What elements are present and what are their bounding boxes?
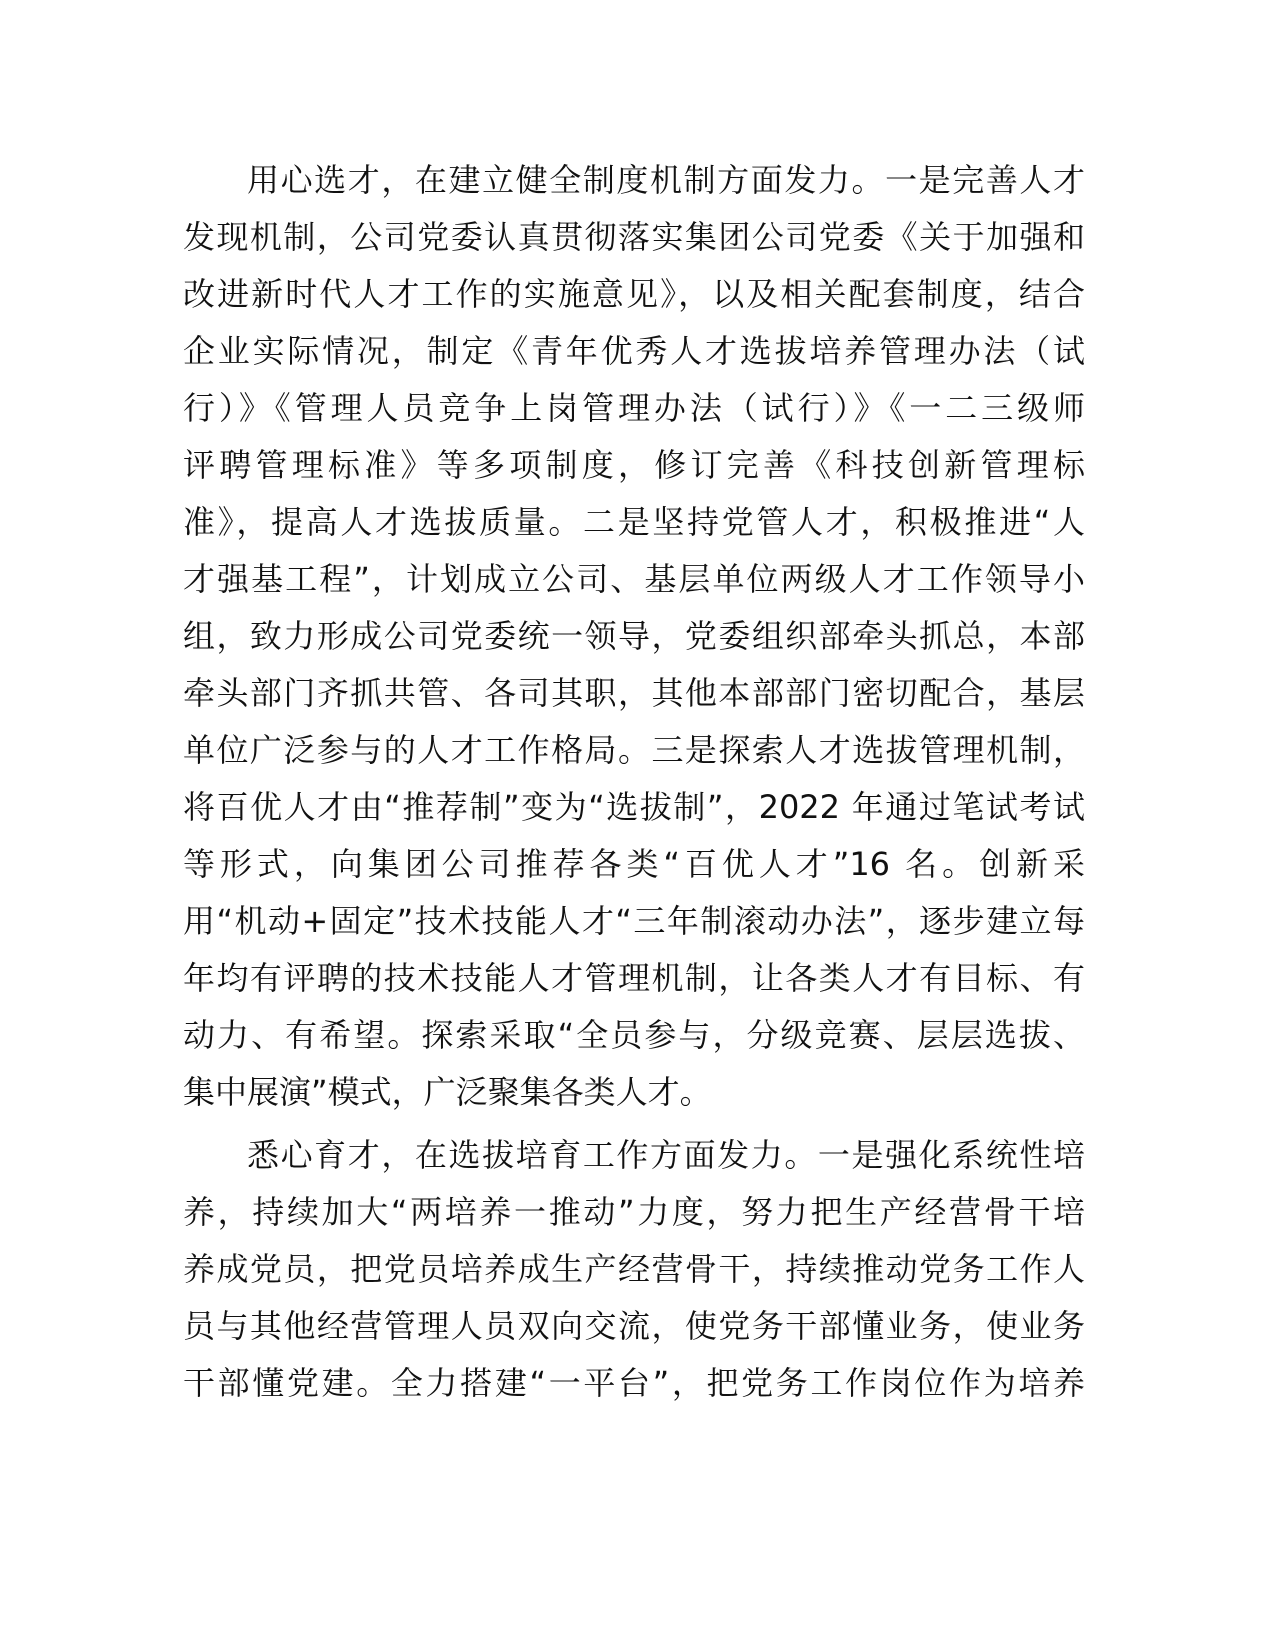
text-line: 动力、有希望。探索采取“全员参与，分级竞赛、层层选拔、 — [183, 1016, 1085, 1054]
text-line: 才强基工程”，计划成立公司、基层单位两级人才工作领导小 — [183, 560, 1085, 598]
text-line: 改进新时代人才工作的实施意见》，以及相关配套制度，结合 — [183, 275, 1085, 313]
text-line: 发现机制，公司党委认真贯彻落实集团公司党委《关于加强和 — [183, 218, 1085, 256]
text-line: 用“机动+固定”技术技能人才“三年制滚动办法”，逐步建立每 — [183, 902, 1085, 940]
text-line: 干部懂党建。全力搭建“一平台”，把党务工作岗位作为培养 — [183, 1364, 1085, 1402]
text-line: 年均有评聘的技术技能人才管理机制，让各类人才有目标、有 — [183, 959, 1085, 997]
text-line: 悉心育才，在选拔培育工作方面发力。一是强化系统性培 — [247, 1136, 1085, 1174]
text-line: 员与其他经营管理人员双向交流，使党务干部懂业务，使业务 — [183, 1307, 1085, 1345]
paragraph-talent-selection — [183, 152, 1085, 1121]
text-line: 行）》《管理人员竞争上岗管理办法（试行）》《一二三级师 — [183, 389, 1085, 427]
text-line: 等形式，向集团公司推荐各类“百优人才”16 名。创新采 — [183, 845, 1085, 883]
text-line: 企业实际情况，制定《青年优秀人才选拔培养管理办法（试 — [183, 332, 1085, 370]
text-line: 牵头部门齐抓共管、各司其职，其他本部部门密切配合，基层 — [183, 674, 1085, 712]
text-line: 养成党员，把党员培养成生产经营骨干，持续推动党务工作人 — [183, 1250, 1085, 1288]
text-line: 养，持续加大“两培养一推动”力度，努力把生产经营骨干培 — [183, 1193, 1085, 1231]
document-body — [183, 152, 1085, 1412]
text-line: 单位广泛参与的人才工作格局。三是探索人才选拔管理机制， — [183, 731, 1085, 769]
text-line: 将百优人才由“推荐制”变为“选拔制”，2022 年通过笔试考试 — [183, 788, 1085, 826]
text-line: 评聘管理标准》等多项制度，修订完善《科技创新管理标 — [183, 446, 1085, 484]
text-line: 集中展演”模式，广泛聚集各类人才。 — [183, 1073, 712, 1111]
text-line: 准》，提高人才选拔质量。二是坚持党管人才，积极推进“人 — [183, 503, 1085, 541]
paragraph-talent-cultivation — [183, 1127, 1085, 1412]
text-line: 用心选才，在建立健全制度机制方面发力。一是完善人才 — [247, 161, 1085, 199]
text-line: 组，致力形成公司党委统一领导，党委组织部牵头抓总，本部 — [183, 617, 1085, 655]
